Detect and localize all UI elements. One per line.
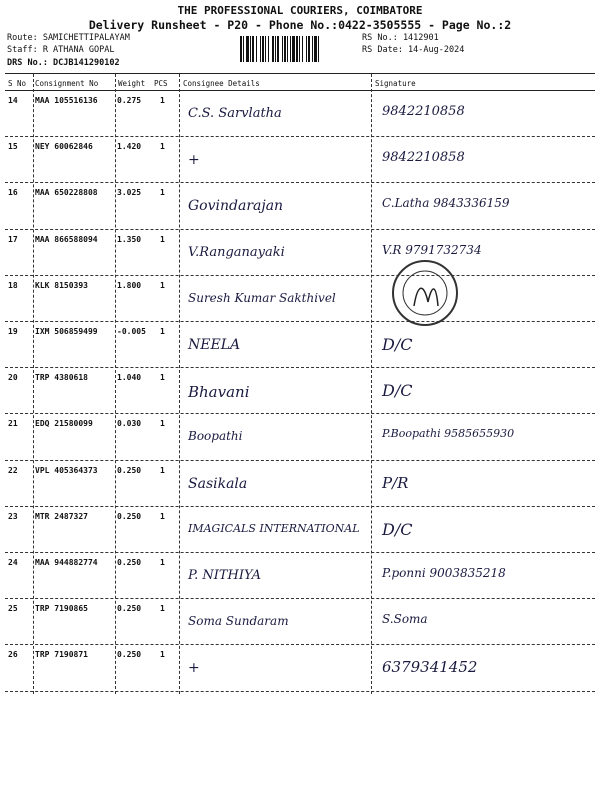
row-pcs: 1 xyxy=(160,188,165,198)
row-sno: 22 xyxy=(8,465,18,475)
row-sno: 16 xyxy=(8,188,18,198)
row-sno: 18 xyxy=(8,280,18,290)
row-pcs: 1 xyxy=(160,558,165,567)
row-divider xyxy=(5,136,595,137)
row-consignment-no: TRP 4380618 xyxy=(35,373,88,383)
row-consignee-handwriting: Bhavani xyxy=(188,383,250,402)
row-sno: 23 xyxy=(8,511,18,521)
row-divider xyxy=(5,182,595,183)
row-weight: 3.025 xyxy=(117,188,142,198)
row-consignee-handwriting: P. NITHIYA xyxy=(188,568,261,583)
row-consignment-no: MAA 650228808 xyxy=(35,188,98,198)
row-consignee-handwriting: NEELA xyxy=(188,337,241,353)
row-weight: 0.250 xyxy=(117,465,142,475)
row-signature-handwriting: 6379341452 xyxy=(382,658,478,677)
row-weight: 0.030 xyxy=(117,419,142,429)
row-sno: 24 xyxy=(8,558,18,567)
col-header-consignee: Consignee Details xyxy=(183,79,260,88)
col-divider xyxy=(371,74,372,694)
row-sno: 14 xyxy=(8,96,18,105)
row-sno: 25 xyxy=(8,604,18,614)
row-signature-handwriting: P.Boopathi 9585655930 xyxy=(382,427,515,441)
drs-number: DRS No.: DCJB141290102 xyxy=(7,58,120,68)
row-pcs: 1 xyxy=(160,142,165,152)
barcode-image xyxy=(240,36,355,62)
row-divider xyxy=(5,644,595,645)
row-consignee-handwriting: Sasikala xyxy=(188,475,248,492)
col-divider xyxy=(115,74,116,694)
row-divider xyxy=(5,460,595,461)
row-divider xyxy=(5,691,595,692)
row-signature-handwriting: 9842210858 xyxy=(382,150,465,166)
row-pcs: 1 xyxy=(160,96,165,105)
row-sno: 17 xyxy=(8,234,18,244)
company-name: THE PROFESSIONAL COURIERS, COIMBATORE xyxy=(177,4,423,17)
row-consignment-no: MAA 866588094 xyxy=(35,234,98,244)
row-consignee-handwriting: Govindarajan xyxy=(188,198,284,215)
row-consignment-no: EDQ 21580099 xyxy=(35,419,93,429)
row-signature-handwriting: C.Latha 9843336159 xyxy=(382,196,510,211)
row-divider xyxy=(5,598,595,599)
row-sno: 15 xyxy=(8,142,18,152)
row-pcs: 1 xyxy=(160,373,165,383)
row-consignment-no: TRP 7190871 xyxy=(35,650,88,660)
col-header-pcs: PCS xyxy=(154,79,168,88)
row-weight: 0.250 xyxy=(117,511,142,521)
row-consignment-no: VPL 405364373 xyxy=(35,465,98,475)
row-signature-handwriting: D/C xyxy=(382,335,413,354)
row-consignee-handwriting: Suresh Kumar Sakthivel xyxy=(188,290,336,305)
col-header-consignment: Consignment No xyxy=(35,79,99,88)
row-pcs: 1 xyxy=(160,280,165,290)
row-signature-handwriting: D/C xyxy=(382,519,413,539)
row-pcs: 1 xyxy=(160,604,165,614)
row-consignment-no: IXM 506859499 xyxy=(35,327,98,336)
row-divider xyxy=(5,275,595,276)
row-sno: 21 xyxy=(8,419,18,429)
row-signature-handwriting: D/C xyxy=(382,381,413,401)
route-label: Route: SAMICHETTIPALAYAM xyxy=(7,33,130,43)
row-weight: 0.275 xyxy=(117,96,142,105)
row-weight: 1.420 xyxy=(117,142,142,152)
row-weight: 0.250 xyxy=(117,558,142,567)
header-rule xyxy=(5,73,595,74)
col-header-weight: Weight xyxy=(118,79,146,88)
row-consignee-handwriting: + xyxy=(188,660,200,677)
row-weight: 1.040 xyxy=(117,373,142,383)
row-signature-handwriting: P/R xyxy=(382,473,409,492)
row-pcs: 1 xyxy=(160,327,165,336)
row-consignment-no: MAA 105516136 xyxy=(35,96,98,105)
row-signature-handwriting: V.R 9791732734 xyxy=(382,242,482,257)
row-pcs: 1 xyxy=(160,419,165,429)
row-consignee-handwriting: IMAGICALS INTERNATIONAL xyxy=(188,521,360,535)
row-weight: 1.350 xyxy=(117,234,142,244)
row-sno: 19 xyxy=(8,327,18,336)
row-divider xyxy=(5,413,595,414)
row-pcs: 1 xyxy=(160,465,165,475)
row-consignment-no: MAA 944882774 xyxy=(35,558,98,567)
row-consignment-no: TRP 7190865 xyxy=(35,604,88,614)
row-pcs: 1 xyxy=(160,234,165,244)
row-divider xyxy=(5,321,595,322)
row-sno: 26 xyxy=(8,650,18,660)
row-consignee-handwriting: Soma Sundaram xyxy=(188,614,289,629)
row-sno: 20 xyxy=(8,373,18,383)
row-pcs: 1 xyxy=(160,650,165,660)
col-header-sno: S No xyxy=(8,79,27,88)
row-divider xyxy=(5,506,595,507)
row-consignee-handwriting: C.S. Sarvlatha xyxy=(188,106,282,121)
row-signature-handwriting: 9842210858 xyxy=(382,104,465,119)
staff-label: Staff: R ATHANA GOPAL xyxy=(7,45,115,55)
col-header-signature: Signature xyxy=(375,79,416,88)
row-weight: 1.800 xyxy=(117,280,142,290)
row-weight: 0.250 xyxy=(117,604,142,614)
row-signature-handwriting: S.Soma xyxy=(382,612,428,627)
rs-number: RS No.: 1412901 xyxy=(362,33,439,43)
row-weight: 0.250 xyxy=(117,650,142,660)
col-divider xyxy=(179,74,180,694)
row-consignment-no: NEY 60062846 xyxy=(35,142,93,152)
runsheet-title: Delivery Runsheet - P20 - Phone No.:0422-3505555 - Page No.:2 xyxy=(88,18,512,32)
row-consignee-handwriting: + xyxy=(188,152,200,169)
row-divider xyxy=(5,229,595,230)
row-consignment-no: KLK 8150393 xyxy=(35,280,88,290)
row-divider xyxy=(5,367,595,368)
header-bottom-rule xyxy=(5,90,595,91)
row-divider xyxy=(5,552,595,553)
row-consignment-no: MTR 2487327 xyxy=(35,511,88,521)
row-pcs: 1 xyxy=(160,511,165,521)
row-consignee-handwriting: Boopathi xyxy=(188,429,243,444)
company-stamp xyxy=(392,260,458,326)
col-divider xyxy=(33,74,34,694)
row-signature-handwriting: P.ponni 9003835218 xyxy=(382,566,506,580)
row-weight: -0.005 xyxy=(117,327,146,336)
row-consignee-handwriting: V.Ranganayaki xyxy=(188,244,285,260)
rs-date: RS Date: 14-Aug-2024 xyxy=(362,45,465,55)
